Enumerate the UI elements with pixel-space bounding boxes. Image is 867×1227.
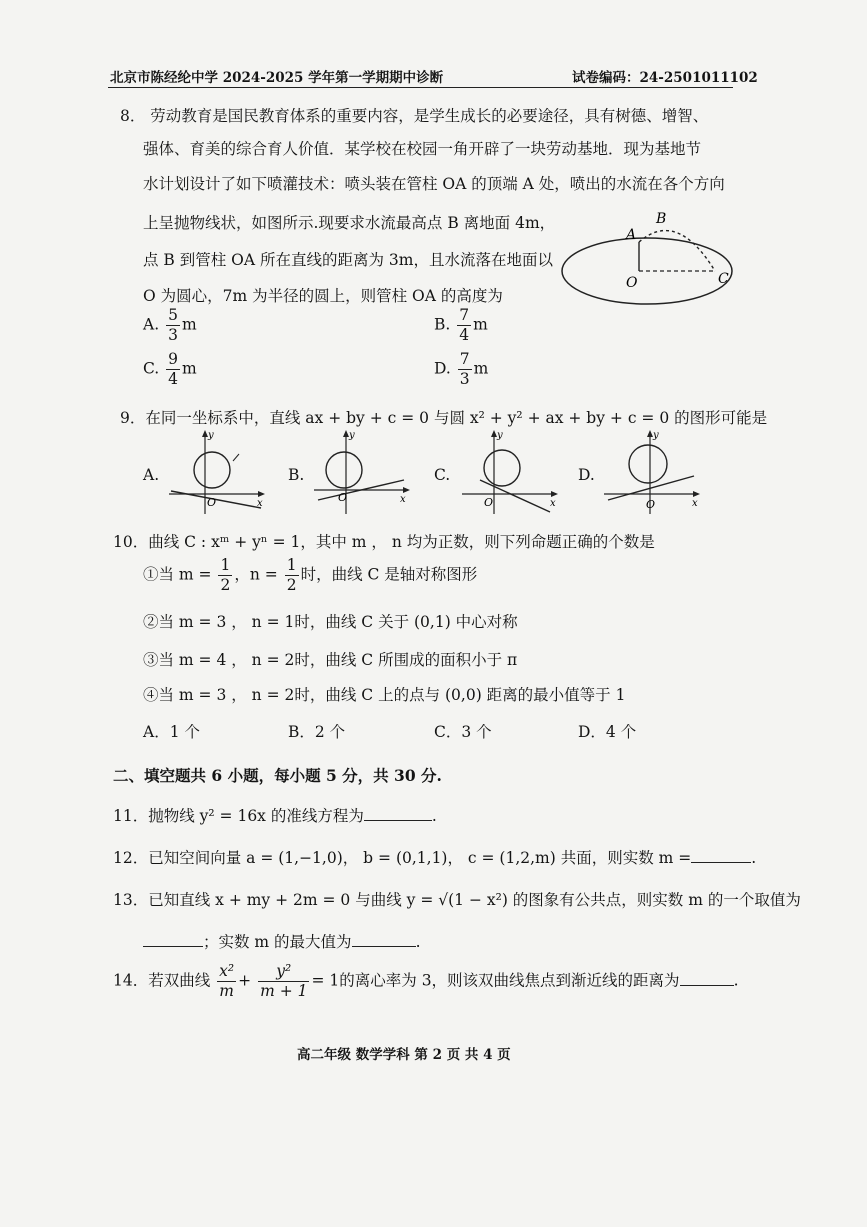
q10-option-d: D．4 个 xyxy=(578,723,637,741)
q10-statement-4: ④当 m = 3 ， n = 2时，曲线 C 上的点与 (0,0) 距离的最小值等于 1 xyxy=(143,686,626,704)
q8-line-6: O 为圆心，7m 为半径的圆上，则管柱 OA 的高度为 xyxy=(143,287,503,305)
svg-text:x: x xyxy=(692,498,698,509)
q8-option-d: D. $\frac{7}{3}$ m xyxy=(434,350,489,388)
point-b-label: B xyxy=(656,211,667,227)
svg-text:O: O xyxy=(646,498,656,511)
point-o-label: O xyxy=(626,275,638,291)
q9-option-b-label: B. xyxy=(288,466,305,484)
point-c-label: C xyxy=(718,271,729,287)
q13-answer-blank-1 xyxy=(143,946,203,947)
question-11: 11．抛物线 y² = 16x 的准线方程为 . xyxy=(113,807,437,825)
point-a-label: A xyxy=(626,227,637,243)
svg-text:x: x xyxy=(257,498,263,509)
q10-statement-3: ③当 m = 4 ， n = 2时，曲线 C 所围成的面积小于 π xyxy=(143,651,518,669)
question-14: 14．若双曲线 $\frac{\text{x²}}{m}$ + $\frac{\text{y²}}{m + 1}$ = 1的离心率为 3，则该双曲线焦点到渐近线的距离为 . xyxy=(113,962,739,1000)
q10-option-b: B．2 个 xyxy=(288,723,346,741)
svg-text:y: y xyxy=(208,430,214,441)
section-2-heading: 二、填空题共 6 小题，每小题 5 分，共 30 分. xyxy=(113,766,442,785)
header-rule xyxy=(108,87,733,88)
q8-sprinkler-figure xyxy=(555,205,745,315)
water-parabola xyxy=(639,231,715,271)
q13-line-1: 13．已知直线 x + my + 2m = 0 与曲线 y = √(1 − x²) 的图象有公共点，则实数 m 的一个取值为 xyxy=(113,891,801,909)
q9-option-c-label: C. xyxy=(434,466,451,484)
svg-text:O: O xyxy=(338,491,348,504)
header-exam-code: 试卷编码：24-2501011102 xyxy=(572,70,758,86)
svg-text:O: O xyxy=(484,496,494,509)
q9-option-d-label: D. xyxy=(578,466,595,484)
header-school-term: 北京市陈经纶中学 2024-2025 学年第一学期期中诊断 xyxy=(110,70,444,86)
q8-option-c: C. $\frac{9}{4}$ m xyxy=(143,350,197,388)
q8-line-4: 上呈抛物线状，如图所示.现要求水流最高点 B 离地面 4m， xyxy=(143,214,556,232)
q13-line-2: ；实数 m 的最大值为 . xyxy=(143,930,421,952)
q8-line-2: 强体、育美的综合育人价值．某学校在校园一角开辟了一块劳动基地．现为基地节 xyxy=(143,140,702,158)
q13-answer-blank-2 xyxy=(352,946,416,947)
q14-answer-blank xyxy=(680,985,734,986)
q12-answer-blank xyxy=(691,862,751,863)
q9-option-a-label: A. xyxy=(143,466,160,484)
q8-line-1: 8． 劳动教育是国民教育体系的重要内容，是学生成长的必要途径，具有树德、增智、 xyxy=(120,107,709,125)
svg-text:O: O xyxy=(207,496,217,509)
q10-statement-1: ①当 m = $\frac{1}{2}$ ，n = $\frac{1}{2}$ 时，曲线 C 是轴对称图形 xyxy=(143,556,478,594)
q10-option-a: A．1 个 xyxy=(143,723,200,741)
q11-answer-blank xyxy=(364,820,432,821)
q9-graph-c xyxy=(458,428,563,518)
q9-stem: 9．在同一坐标系中，直线 ax + by + c = 0 与圆 x² + y² + ax + by + c = 0 的图形可能是 xyxy=(120,409,768,427)
q10-statement-2: ②当 m = 3 ， n = 1时，曲线 C 关于 (0,1) 中心对称 xyxy=(143,613,518,631)
q8-option-a: A. $\frac{5}{3}$ m xyxy=(143,306,197,344)
svg-text:x: x xyxy=(550,498,556,509)
q9-graph-d xyxy=(600,428,705,518)
svg-text:y: y xyxy=(653,430,659,441)
q9-graph-a xyxy=(165,428,270,518)
q8-option-b: B. $\frac{7}{4}$ m xyxy=(434,306,488,344)
page-footer: 高二年级 数学学科 第 2 页 共 4 页 xyxy=(297,1047,511,1063)
svg-text:y: y xyxy=(349,430,355,441)
q10-option-c: C．3 个 xyxy=(434,723,492,741)
q10-stem: 10．曲线 C : xᵐ + yⁿ = 1，其中 m ， n 均为正数，则下列命题正确的个数是 xyxy=(113,533,655,551)
question-12: 12．已知空间向量 a = (1,−1,0)， b = (0,1,1)， c = (1,2,m) 共面，则实数 m = . xyxy=(113,849,757,867)
svg-text:x: x xyxy=(400,494,406,505)
svg-text:y: y xyxy=(497,430,503,441)
q8-line-3: 水计划设计了如下喷灌技术：喷头装在管柱 OA 的顶端 A 处，喷出的水流在各个方向 xyxy=(143,175,725,193)
q9-graph-b xyxy=(310,428,415,518)
q8-line-5: 点 B 到管柱 OA 所在直线的距离为 3m，且水流落在地面以 xyxy=(143,251,553,269)
